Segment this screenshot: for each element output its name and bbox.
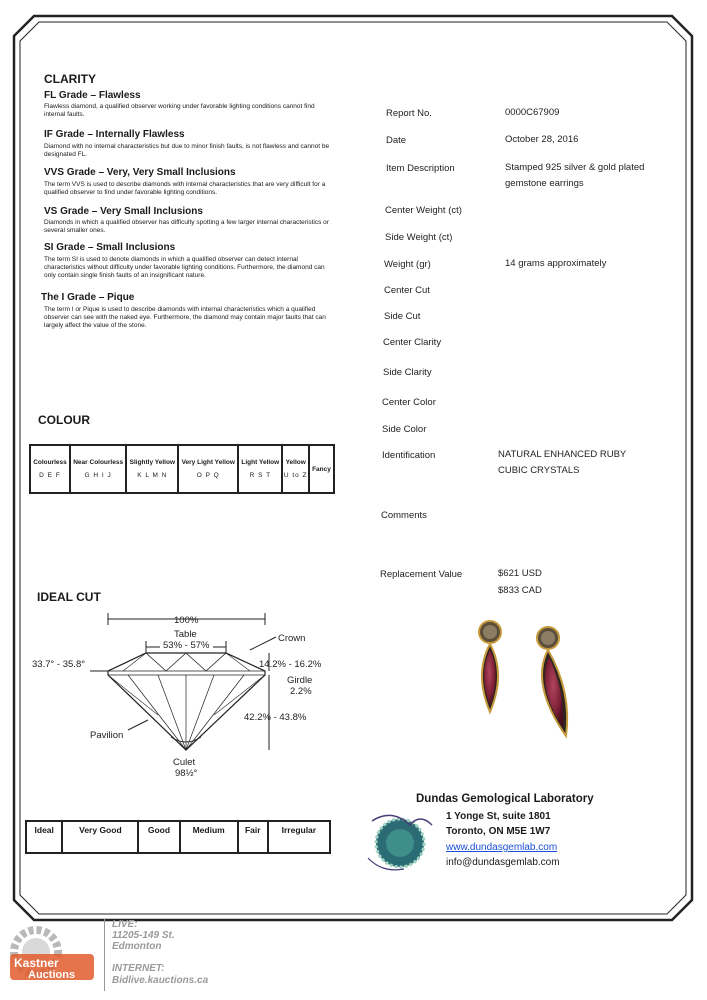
width-label: 100% xyxy=(174,615,199,626)
clarity-grade-heading: SI Grade – Small Inclusions xyxy=(44,242,176,253)
culet-angle-label: 98½° xyxy=(175,768,198,779)
colour-grade-letters: K L M N xyxy=(137,472,168,479)
report-field-label: Side Cut xyxy=(384,311,421,322)
report-field-label: Side Weight (ct) xyxy=(385,232,453,243)
report-field-value: October 28, 2016 xyxy=(505,134,579,145)
table-label: Table xyxy=(174,629,197,640)
clarity-grade-description: The term SI is used to denote diamonds in which a qualified observer can detect internal characteristics without difficulty under favorable lighting conditions. Furthermore, the diamond can only contain single finish faults of an insignificant nature. xyxy=(44,256,325,279)
report-field-label: Item Description xyxy=(386,163,455,174)
clarity-title: CLARITY xyxy=(44,72,96,86)
culet-label: Culet xyxy=(173,757,196,768)
security-hologram-seal xyxy=(362,803,442,883)
cut-grade-cell: Medium xyxy=(180,821,238,853)
report-field-value: 14 grams approximately xyxy=(505,258,607,269)
clarity-grade-heading: FL Grade – Flawless xyxy=(44,90,141,101)
report-field-label: Comments xyxy=(381,510,427,521)
cut-grade-cell: Irregular xyxy=(268,821,330,853)
crown-height-label: 14.2% - 16.2% xyxy=(259,659,322,670)
clarity-grade-description: Diamond with no internal characteristics but due to minor finish faults, is not flawless and cannot be designated FL. xyxy=(44,143,330,158)
colour-grade-name: Near Colourless xyxy=(73,459,124,466)
internet-url: Bidlive.kauctions.ca xyxy=(112,975,209,986)
colour-grade-name: Slightly Yellow xyxy=(129,459,176,466)
colour-grade-cell xyxy=(309,445,334,493)
report-field-label: Side Clarity xyxy=(383,367,432,378)
clarity-grade-heading: VVS Grade – Very, Very Small Inclusions xyxy=(44,167,236,178)
report-field-label: Identification xyxy=(382,450,436,461)
colour-grade-cell xyxy=(70,445,126,493)
colour-grade-name: Fancy xyxy=(312,465,331,473)
report-field-value: $621 USD xyxy=(498,568,542,579)
internet-label: INTERNET: xyxy=(112,963,165,974)
clarity-grade-description: Diamonds in which a qualified observer has difficulty spotting a few larger internal characteristics or several smaller ones. xyxy=(44,219,329,234)
girdle-value-label: 2.2% xyxy=(290,686,312,697)
report-field-label: Center Weight (ct) xyxy=(385,205,462,216)
lab-address-1: 1 Yonge St, suite 1801 xyxy=(446,811,551,822)
pavilion-depth-label: 42.2% - 43.8% xyxy=(244,712,307,723)
report-field-value: 0000C67909 xyxy=(505,107,560,118)
cut-grade-cell: Fair xyxy=(238,821,268,853)
report-field-label: Report No. xyxy=(386,108,432,119)
auction-footer xyxy=(0,919,707,1000)
clarity-grade-description: The term VVS is used to describe diamonds with internal characteristics that are very difficult for a qualified observer to find under favorable lighting conditions. xyxy=(44,181,326,196)
lab-website-link[interactable]: www.dundasgemlab.com xyxy=(446,842,558,853)
girdle-label: Girdle xyxy=(287,675,313,686)
colour-grade-name: Very Light Yellow xyxy=(181,459,235,466)
report-field-value: Stamped 925 silver & gold plated gemstone earrings xyxy=(505,162,645,189)
colour-grade-name: Light Yellow xyxy=(241,459,280,466)
clarity-grade-heading: IF Grade – Internally Flawless xyxy=(44,129,185,140)
pavilion-label: Pavilion xyxy=(90,730,124,741)
live-label: LIVE: xyxy=(112,919,138,930)
lab-email: info@dundasgemlab.com xyxy=(446,857,560,868)
table-range-label: 53% - 57% xyxy=(163,640,210,651)
colour-grade-letters: U to Z xyxy=(283,472,308,479)
report-field-label: Replacement Value xyxy=(380,569,463,580)
colour-grade-cell xyxy=(178,445,238,493)
earrings-image xyxy=(470,612,590,742)
colour-grade-letters: R S T xyxy=(249,472,272,479)
ideal-cut-title: IDEAL CUT xyxy=(37,590,101,604)
replacement-value-cad: $833 CAD xyxy=(498,585,542,596)
clarity-grade-heading: VS Grade – Very Small Inclusions xyxy=(44,206,203,217)
report-field-label: Center Color xyxy=(382,397,436,408)
colour-grade-cell xyxy=(30,445,70,493)
colour-scale-table xyxy=(29,444,335,494)
diamond-cut-diagram xyxy=(28,605,358,780)
colour-grade-letters: G H I J xyxy=(84,472,112,479)
colour-grade-cell xyxy=(126,445,178,493)
logo-text-kastner: Kastner xyxy=(14,956,59,970)
live-address: 11205-149 St. xyxy=(112,930,175,941)
cut-grade-cell: Very Good xyxy=(62,821,138,853)
cut-grade-cell: Ideal xyxy=(26,821,62,853)
colour-grade-cell xyxy=(238,445,282,493)
colour-grade-cell xyxy=(282,445,308,493)
report-field-label: Center Clarity xyxy=(383,337,442,348)
report-field-label: Date xyxy=(386,135,407,146)
lab-name: Dundas Gemological Laboratory xyxy=(416,793,594,805)
logo-text-auctions: Auctions xyxy=(28,969,76,981)
kastner-auctions-logo xyxy=(6,924,96,994)
report-field-label: Center Cut xyxy=(384,285,430,296)
live-city: Edmonton xyxy=(112,941,162,952)
clarity-grade-heading: The I Grade – Pique xyxy=(41,292,135,303)
cut-grade-cell: Good xyxy=(138,821,179,853)
colour-grade-name: Yellow xyxy=(285,459,306,466)
colour-grade-name: Colourless xyxy=(33,459,67,466)
report-field-label: Side Color xyxy=(382,424,427,435)
footer-divider xyxy=(104,919,105,991)
clarity-grade-description: Flawless diamond, a qualified observer working under favorable lighting conditions cannot find internal faults. xyxy=(44,103,315,118)
report-field-label: Weight (gr) xyxy=(384,259,431,270)
cut-grade-table xyxy=(25,820,331,854)
colour-grade-letters: O P Q xyxy=(196,472,220,479)
crown-angle-label: 33.7° - 35.8° xyxy=(32,659,86,670)
crown-label: Crown xyxy=(278,633,306,644)
lab-address-2: Toronto, ON M5E 1W7 xyxy=(446,826,551,837)
colour-grade-letters: D E F xyxy=(39,472,61,479)
colour-title: COLOUR xyxy=(38,413,90,427)
clarity-grade-description: The term I or Pique is used to describe diamonds with internal characteristics which a qualified observer can see with the naked eye. Furthermore, the diamond may contain major faults that can largely affect the value of the stone. xyxy=(44,306,326,329)
report-field-value: NATURAL ENHANCED RUBY CUBIC CRYSTALS xyxy=(498,449,627,476)
